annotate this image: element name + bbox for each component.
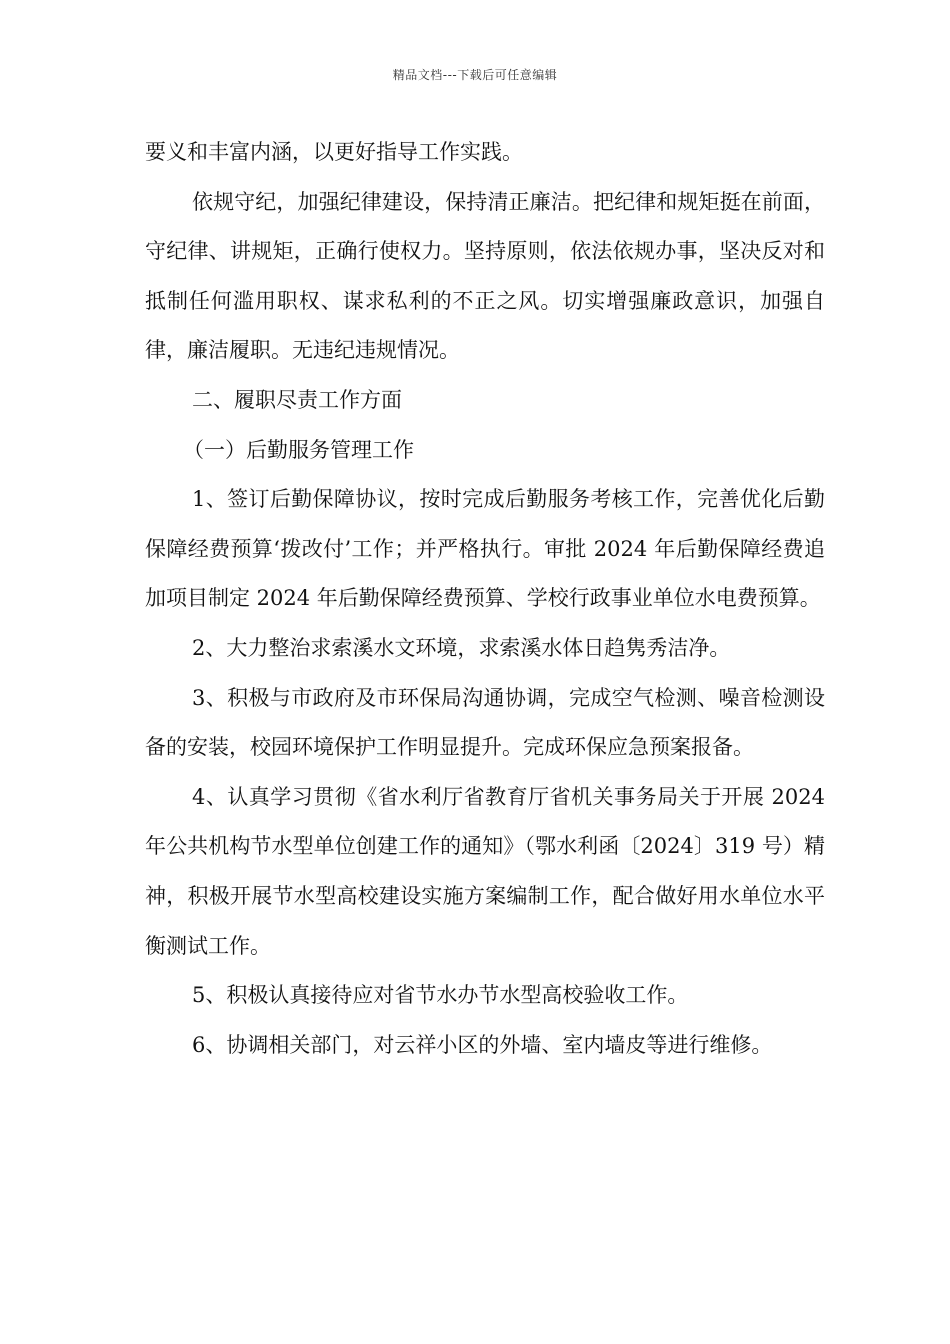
list-item-4: 4、认真学习贯彻《省水利厅省教育厅省机关事务局关于开展 2024 年公共机构节水型单位创建工作的通知》（鄂水利函〔2024〕319 号）精神，积极开展节水型高校建设实施方案编制工作，配合做好用水单位水平衡测试工作。	[145, 784, 825, 958]
list-item-6: 6、协调相关部门，对云祥小区的外墙、室内墙皮等进行维修。	[192, 1032, 773, 1057]
list-item-5: 5、积极认真接待应对省节水办节水型高校验收工作。	[192, 983, 689, 1008]
paragraph-discipline: 依规守纪，加强纪律建设，保持清正廉洁。把纪律和规矩挺在前面，守纪律、讲规矩，正确行使权力。坚持原则，依法依规办事，坚决反对和抵制任何滥用职权、谋求私利的不正之风。切实增强廉政意识，加强自律，廉洁履职。无违纪违规情况。	[145, 189, 825, 363]
subsection-heading: （一）后勤服务管理工作	[183, 437, 414, 462]
section-heading: 二、履职尽责工作方面	[192, 387, 402, 412]
list-item-1: 1、签订后勤保障协议，按时完成后勤服务考核工作，完善优化后勤保障经费预算‘拨改付’工作；并严格执行。审批 2024 年后勤保障经费追加项目制定 2024 年后勤保障经费预算、学校行政事业单位水电费预算。	[145, 487, 825, 611]
list-item-3: 3、积极与市政府及市环保局沟通协调，完成空气检测、噪音检测设备的安装，校园环境保护工作明显提升。完成环保应急预案报备。	[145, 685, 825, 760]
document-body	[145, 128, 825, 1070]
list-item-2: 2、大力整治求索溪水文环境，求索溪水体日趋隽秀洁净。	[192, 635, 731, 660]
paragraph-continuation: 要义和丰富内涵，以更好指导工作实践。	[145, 140, 523, 164]
page-header: 精品文档---下载后可任意编辑	[392, 68, 558, 82]
